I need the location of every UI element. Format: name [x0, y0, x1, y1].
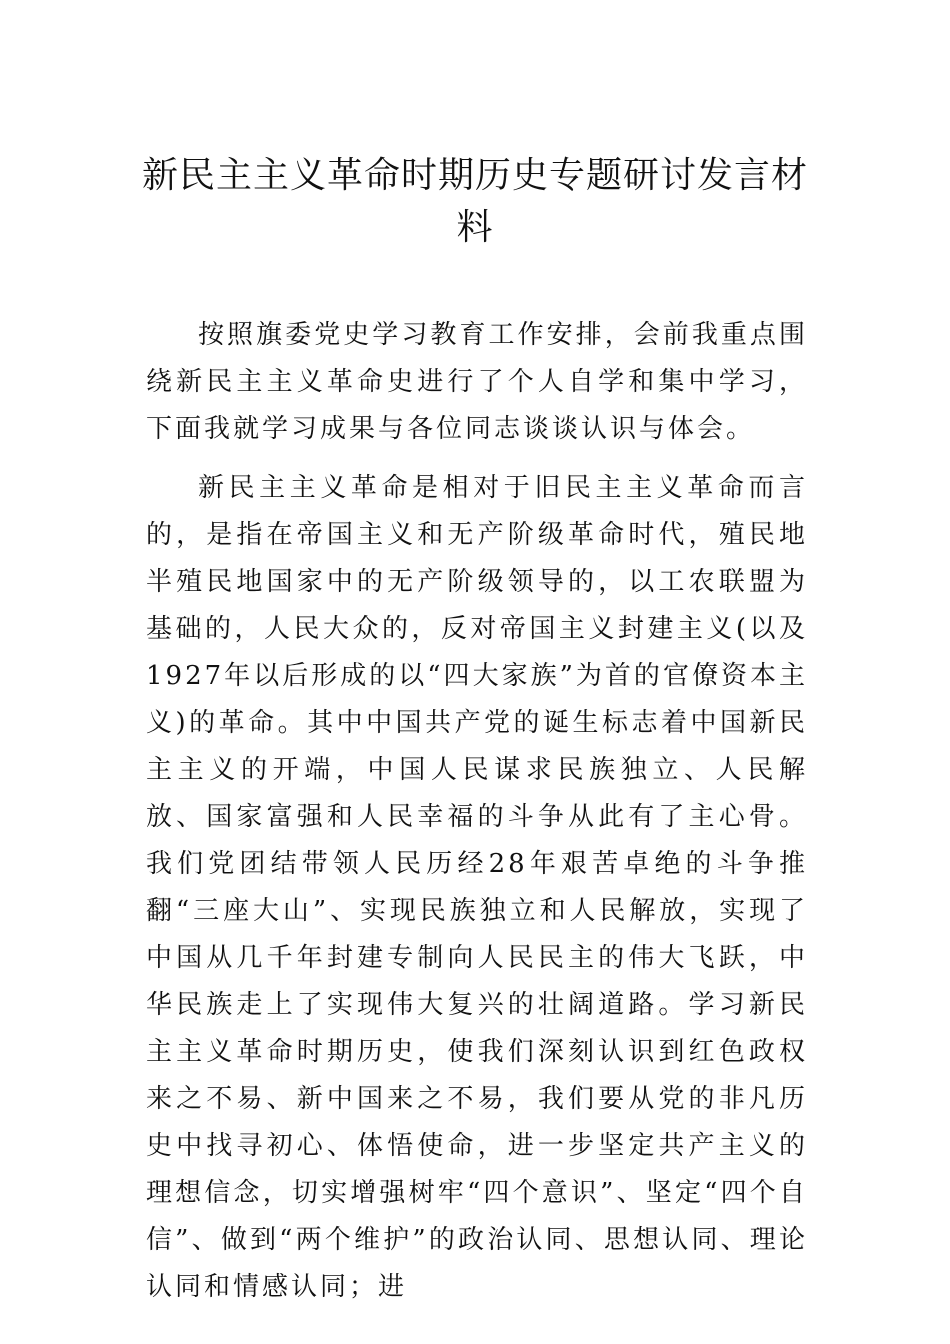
document-body [146, 312, 808, 1323]
paragraph-main: 新民主主义革命是相对于旧民主主义革命而言的，是指在帝国主义和无产阶级革命时代，殖民地半殖民地国家中的无产阶级领导的，以工农联盟为基础的，人民大众的，反对帝国主义封建主义(以及1927年以后形成的以“四大家族”为首的官僚资本主义)的革命。其中中国共产党的诞生标志着中国新民主主义的开端，中国人民谋求民族独立、人民解放、国家富强和人民幸福的斗争从此有了主心骨。我们党团结带领人民历经28年艰苦卓绝的斗争推翻“三座大山”、实现民族独立和人民解放，实现了中国从几千年封建专制向人民民主的伟大飞跃，中华民族走上了实现伟大复兴的壮阔道路。学习新民主主义革命时期历史，使我们深刻认识到红色政权来之不易、新中国来之不易，我们要从党的非凡历史中找寻初心、体悟使命，进一步坚定共产主义的理想信念，切实增强树牢“四个意识”、坚定“四个自信”、做到“两个维护”的政治认同、思想认同、理论认同和情感认同；进 [146, 473, 808, 1302]
document-title: 新民主主义革命时期历史专题研讨发言材料 [141, 155, 808, 248]
paragraph-intro: 按照旗委党史学习教育工作安排，会前我重点围绕新民主主义革命史进行了个人自学和集中学习，下面我就学习成果与各位同志谈谈认识与体会。 [146, 320, 808, 444]
